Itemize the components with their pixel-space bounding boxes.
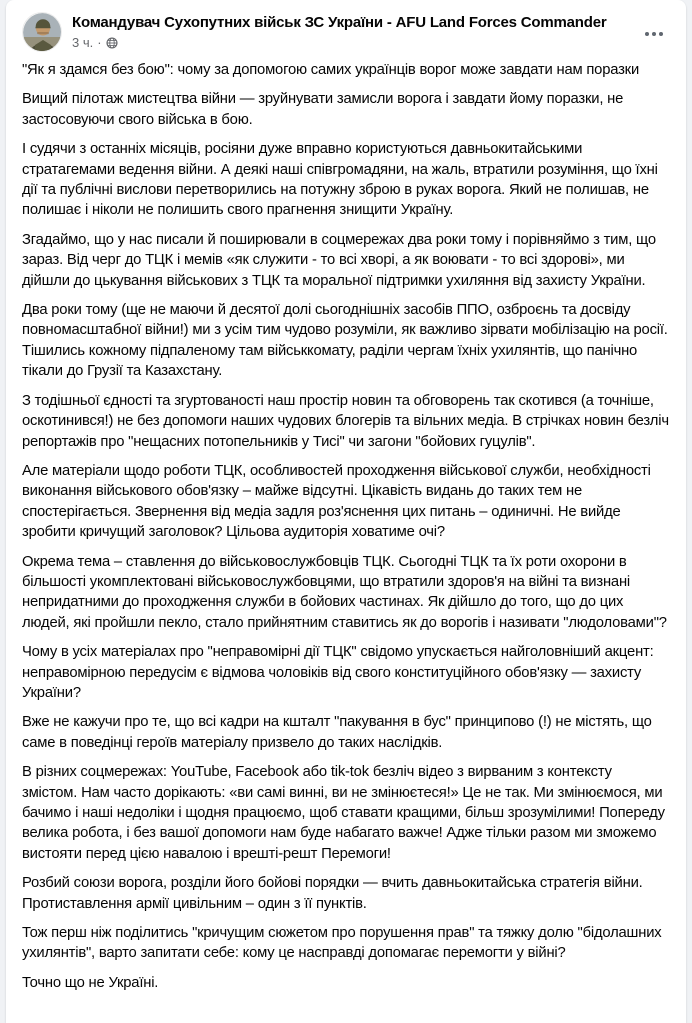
post-text [6,58,686,1007]
post-paragraph: В різних соцмережах: YouTube, Facebook або tik-tok безліч відео з вирваним з контексту змістом. Нам часто дорікають: «ви самі винні, ви не змінюєтеся!» Це не так. Ми змінюємося, ми бачимо і наші недоліки і щодня працюємо, щоб ставати кращими, більш зрозумілими! Попереду велика робота, і без вашої допомоги нам буде набагато важче! Адже тільки разом ми зможемо вистояти перед цією навалою і врешті-решт Перемоги! [22,764,665,862]
post-paragraph: Вищий пілотаж мистецтва війни — зруйнувати замисли ворога і завдати йому поразки, не застосовуючи свого війська в бою. [22,91,624,128]
avatar-photo-icon [23,13,61,52]
post-paragraph: Але матеріали щодо роботи ТЦК, особливостей проходження військової служби, необхідності виконання військового обов'язку – майже відсутні. Цікавість видань до таких тем не спостерігається. Звернення від медіа задля роз'яснення цих питань – одиничні. Не вийде зробити кричущий заголовок? Цільова аудиторія ховатиме очі? [22,462,651,541]
post-paragraph: З тодішньої єдності та згуртованості наш простір новин та обговорень так скотився (а точніше, оскотинився!) не без допомоги наших чудових блогерів та вільних медіа. В стрічках новин безліч репортажів про "нещасних потопельників у Тисі" чи загони "бойових гуцулів". [22,392,669,450]
post-paragraph: Вже не кажучи про те, що всі кадри на кшталт "пакування в бус" принципово (!) не містять, що саме в поведінці героїв матеріалу призвело до таких наслідків. [22,714,652,751]
ellipsis-icon [645,32,663,36]
globe-icon [106,37,118,49]
meta-separator: · [97,35,102,50]
post-paragraph: Точно що не Україні. [22,974,159,991]
more-options-button[interactable] [636,16,672,52]
post-paragraph: Окрема тема – ставлення до військовослужбовців ТЦК. Сьогодні ТЦК та їх роти охорони в більшості укомплектовані військовослужбовцями, що втратили здоров'я на війні та визнані непридатними до проходження служби в бойових частинах. Як дійшло до того, що до цих людей, які пройшли пекло, стало прийнятним ставитись як до ворогів і називати "людоловами"? [22,553,667,631]
facebook-post-card [6,0,686,1023]
post-meta [72,35,670,50]
header-texts [62,12,670,50]
post-timestamp[interactable]: 3 ч. [72,35,94,50]
post-header [6,0,686,58]
post-paragraph: Тож перш ніж поділитись "кричущим сюжетом про порушення прав" та тяжку долю "бідолашних ухилянтів", варто запитати себе: кому це насправді допомагає перемогти у війні? [22,925,662,962]
post-paragraph: Розбий союзи ворога, розділи його бойові порядки — вчить давньокитайська стратегія війни. Протиставлення армії цивільним – один з її пунктів. [22,875,643,912]
post-paragraph: "Як я здамся без бою": чому за допомогою самих українців ворог може завдати нам поразки [22,62,640,78]
post-paragraph: Чому в усіх матеріалах про "неправомірні дії ТЦК" свідомо упускається найголовніший акцент: неправомірною передусім є відмова чоловіків від свого конституційного обов'язку — захисту України? [22,644,654,701]
profile-avatar[interactable] [22,12,62,52]
post-paragraph: Згадаймо, що у нас писали й поширювали в соцмережах два роки тому і порівняймо з тим, що зараз. Від черг до ТЦК і мемів «як служити - то всі хворі, а як воювати - то всі здорові», ми дійшли до цькування військових з ТЦК та моральної підтримки ухиляння від захисту України. [22,231,656,289]
post-paragraph: І судячи з останніх місяців, росіяни дуже вправно користуються давньокитайськими стратагемами ведення війни. А деякі наші співгромадяни, на жаль, втратили розуміння, що їхні дії та публічні вислови перетворились на потужну зброю в руках ворога. Який не полишав, не полишає і ніколи не полишить свого прагнення знищити Україну. [22,141,658,219]
author-name-link[interactable]: Командувач Сухопутних військ ЗС України - AFU Land Forces Commander [72,14,607,31]
post-paragraph: Два роки тому (ще не маючи й десятої долі сьогоднішніх засобів ППО, озброєнь та досвіду повномасштабної війни!) ми з усім тим чудово розуміли, як важливо зірвати мобілізацію на росії. Тішились кожному підпаленому там військкомату, раділи чергам їхніх ухилянтів, що панічно тікали до Грузії та Казахстану. [22,302,668,380]
